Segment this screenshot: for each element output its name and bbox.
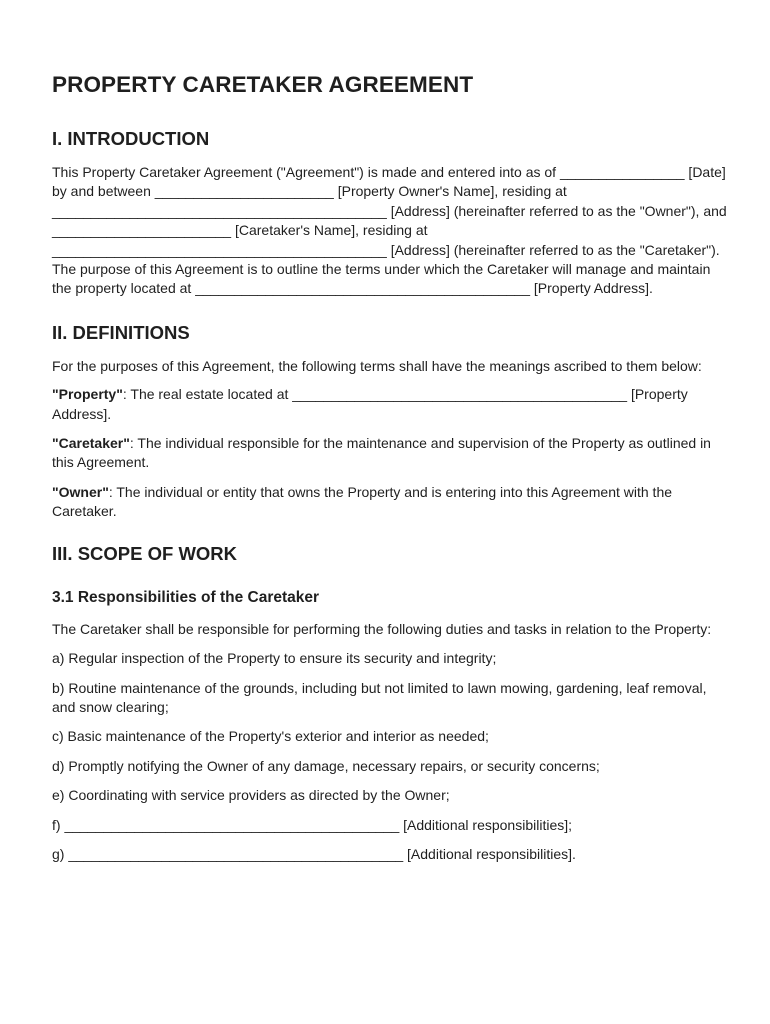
document-title: PROPERTY CARETAKER AGREEMENT [52,72,474,97]
list-item: e) Coordinating with service providers as directed by the Owner; [52,787,450,804]
definition-property [52,385,730,424]
definition-term: "Property" [52,386,123,403]
list-item: a) Regular inspection of the Property to ensure its security and integrity; [52,650,497,667]
section-heading: III. SCOPE OF WORK [52,542,238,564]
section-heading: I. INTRODUCTION [52,128,210,149]
definitions-intro: For the purposes of this Agreement, the following terms shall have the meanings ascribed to them below: [52,357,702,374]
section-scope-of-work [52,542,730,865]
scope-intro: The Caretaker shall be responsible for performing the following duties and tasks in relation to the Property: [52,620,712,637]
list-item: d) Promptly notifying the Owner of any damage, necessary repairs, or security concerns; [52,757,600,774]
subsection-heading: 3.1 Responsibilities of the Caretaker [52,588,320,606]
section-introduction [52,127,730,299]
definition-term: "Caretaker" [52,435,130,452]
list-item: f) ___________________________________________ [Additional responsibilities]; [52,816,573,833]
definition-term: "Owner" [52,483,109,500]
list-item: g) ___________________________________________ [Additional responsibilities]. [52,845,576,862]
definition-owner [52,483,730,522]
list-item: b) Routine maintenance of the grounds, including but not limited to lawn mowing, gardening, leaf removal, and snow clearing; [52,679,707,715]
section-definitions [52,321,730,522]
definition-caretaker [52,434,730,473]
definition-text: : The individual responsible for the maintenance and supervision of the Property as outlined in this Agreement. [52,435,711,471]
list-item: c) Basic maintenance of the Property's exterior and interior as needed; [52,728,489,745]
section-heading: II. DEFINITIONS [52,321,190,343]
definition-text: : The individual or entity that owns the Property and is entering into this Agreement with the Caretaker. [52,483,673,520]
intro-paragraph: This Property Caretaker Agreement ("Agreement") is made and entered into as of ________________ [Date] by and between _______________________ [Property Owner's Name], residing at ___________________________________________ [Address] (hereinafter referred to as the "Owner"), and _______________________ [Caretaker's Name], residing at ___________________________________________ [Address] (hereinafter referred to as the "Caretaker"). The purpose of this Agreement is to outline the terms under which the Caretaker will manage and maintain the property located at ___________________________________________ [Property Address]. [52,164,727,297]
definition-text: : The real estate located at ___________________________________________ [Property Address]. [52,386,688,422]
